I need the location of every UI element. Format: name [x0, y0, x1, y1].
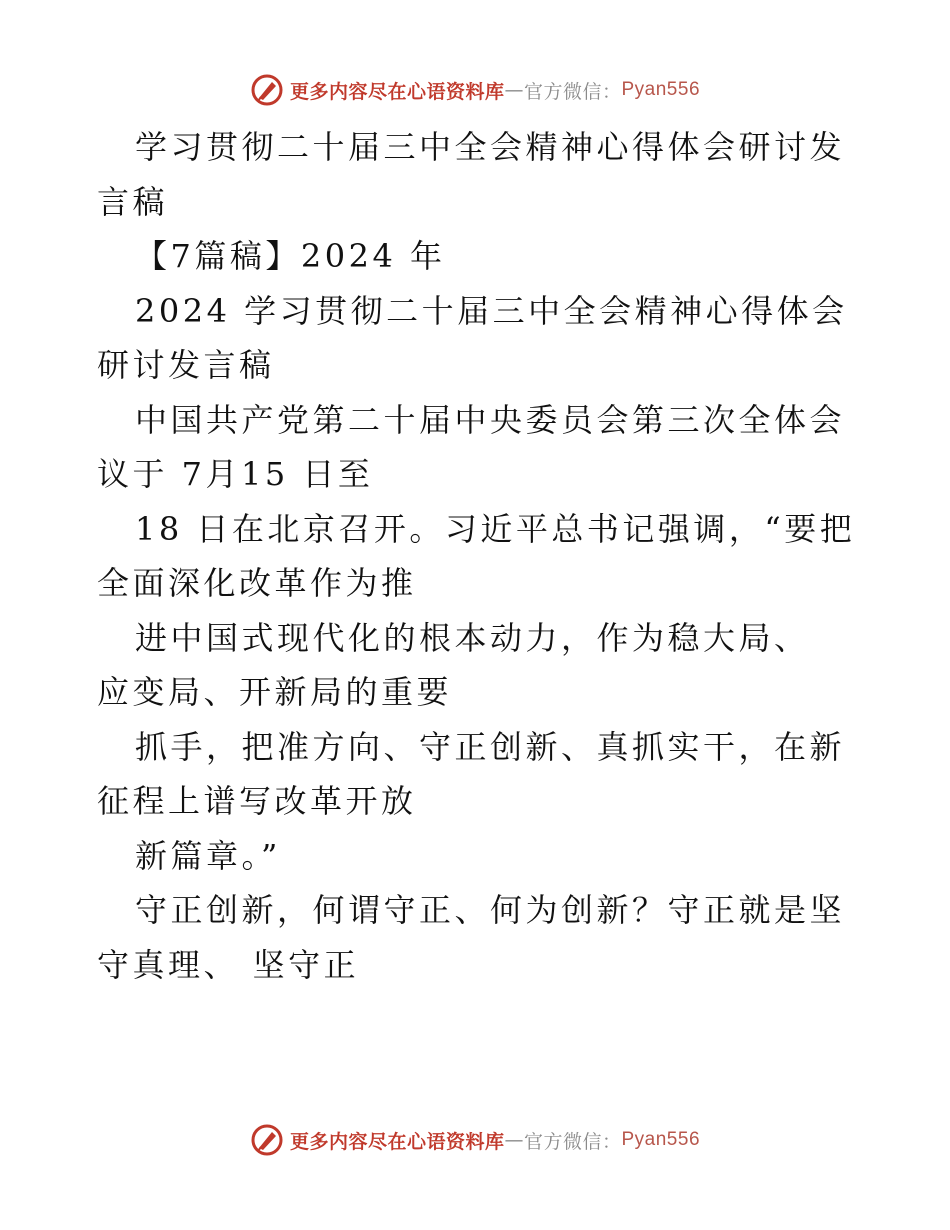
quill-in-circle-icon: [250, 73, 284, 107]
quill-in-circle-icon: [250, 1123, 284, 1157]
paragraph-text: 中国共产党第二十届中央委员会第三次全体会议于 7月15 日至: [97, 400, 846, 493]
watermark-wechat-label: 官方微信：: [523, 1130, 622, 1153]
footer-watermark: [0, 1120, 950, 1160]
header-watermark: [0, 70, 950, 110]
watermark-text: [290, 77, 700, 104]
watermark-account: Pyan556: [621, 79, 701, 100]
document-body: [97, 120, 857, 992]
watermark-separator: —: [504, 1129, 524, 1151]
paragraph-subtitle: 【7篇稿】2024 年: [135, 237, 446, 275]
paragraph-heading: 2024 学习贯彻二十届三中全会精神心得体会研讨发言稿: [97, 291, 848, 384]
paragraph-text: 18 日在北京召开。习近平总书记强调，“要把全面深化改革作为推: [97, 509, 856, 602]
watermark-wechat-label: 官方微信：: [523, 80, 622, 103]
paragraph-text: 进中国式现代化的根本动力，作为稳大局、 应变局、开新局的重要: [97, 618, 810, 711]
paragraph-title: 学习贯彻二十届三中全会精神心得体会研讨发言稿: [97, 128, 846, 221]
paragraph-text: 抓手，把准方向、守正创新、真抓实干，在新征程上谱写改革开放: [97, 727, 846, 820]
watermark-brand: 更多内容尽在心语资料库: [289, 1130, 505, 1153]
watermark-text: [290, 1127, 700, 1154]
watermark-separator: —: [504, 79, 524, 101]
watermark-account: Pyan556: [621, 1129, 701, 1150]
watermark-brand: 更多内容尽在心语资料库: [289, 80, 505, 103]
paragraph-text: 新篇章。”: [135, 836, 281, 875]
paragraph-text: 守正创新，何谓守正、何为创新？守正就是坚守真理、 坚守正: [97, 891, 846, 984]
